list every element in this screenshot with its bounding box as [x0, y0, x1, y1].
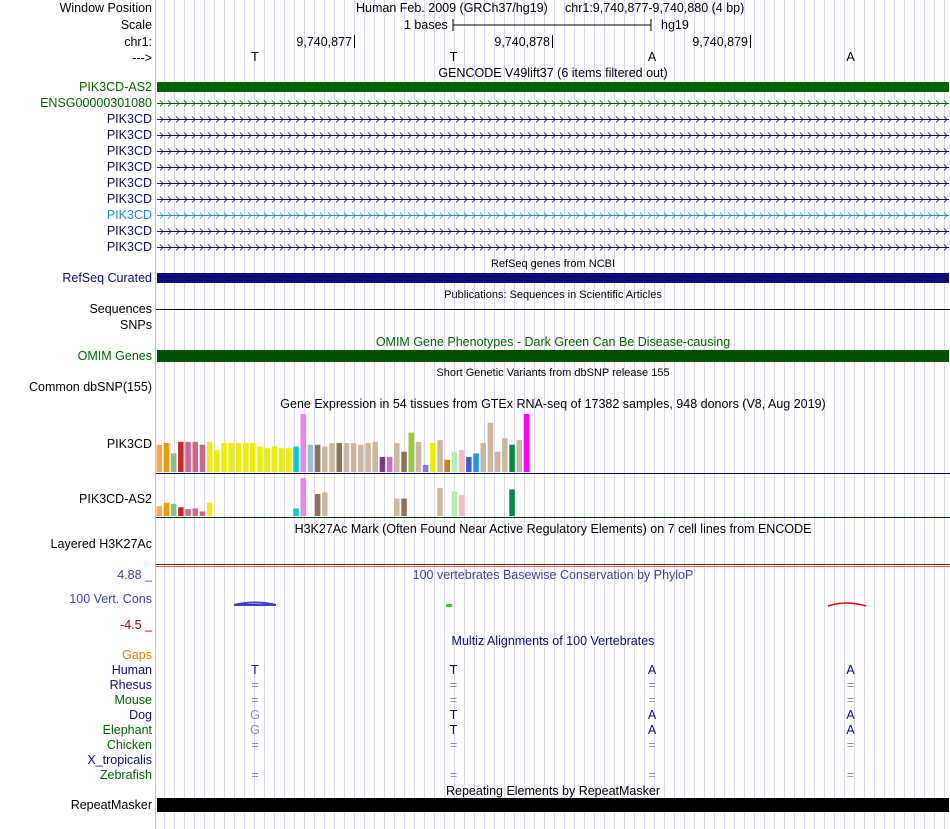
gtex-bar-pik3cd[interactable]: [344, 443, 350, 472]
gtex-bar-pik3cd[interactable]: [473, 453, 479, 472]
gtex-bar-pik3cd[interactable]: [488, 423, 494, 472]
gencode-label[interactable]: PIK3CD: [106, 240, 152, 254]
gencode-feature[interactable]: [157, 149, 949, 155]
coord-label: 9,740,877: [296, 35, 352, 49]
gtex-bar-pik3cd[interactable]: [524, 414, 530, 472]
species-base: A: [846, 708, 855, 722]
gencode-label[interactable]: PIK3CD: [106, 128, 152, 142]
gtex-bar-pik3cd-as2[interactable]: [207, 503, 213, 516]
gtex-bar-pik3cd[interactable]: [517, 440, 523, 472]
species-base: G: [250, 708, 260, 722]
gtex-bar-pik3cd[interactable]: [272, 446, 278, 472]
base-letter: T: [251, 50, 259, 64]
gtex-bar-pik3cd[interactable]: [164, 443, 170, 472]
species-base: =: [449, 678, 458, 692]
gtex-bar-pik3cd[interactable]: [301, 414, 307, 472]
gencode-feature[interactable]: [157, 245, 949, 251]
gtex-bar-pik3cd-as2[interactable]: [293, 508, 299, 516]
base-letter: T: [449, 50, 458, 64]
gtex-bar-pik3cd[interactable]: [157, 445, 163, 472]
gencode-feature[interactable]: [157, 133, 949, 139]
label-phylop-max: 4.88 _: [117, 568, 152, 582]
position-text: chr1:9,740,877-9,740,880 (4 bp): [565, 1, 745, 15]
gencode-feature[interactable]: [157, 165, 949, 171]
label-h3k27ac[interactable]: Layered H3K27Ac: [50, 537, 152, 551]
gtex-bar-pik3cd-as2[interactable]: [185, 509, 191, 516]
gencode-feature[interactable]: [157, 229, 949, 235]
species-label[interactable]: Mouse: [114, 693, 152, 707]
gtex-bar-pik3cd-as2[interactable]: [157, 506, 163, 516]
gtex-bar-pik3cd-as2[interactable]: [452, 491, 458, 516]
gtex-bar-pik3cd[interactable]: [409, 433, 415, 472]
species-base: T: [449, 708, 458, 722]
gencode-label[interactable]: PIK3CD: [106, 224, 152, 238]
gtex-bar-pik3cd[interactable]: [315, 445, 321, 472]
scale-text: 1 bases: [404, 18, 448, 32]
species-base: G: [250, 723, 260, 737]
gtex-bar-pik3cd[interactable]: [373, 442, 379, 472]
gencode-feature[interactable]: [157, 82, 949, 92]
gtex-bar-pik3cd[interactable]: [293, 446, 299, 472]
species-label[interactable]: X_tropicalis: [87, 753, 152, 767]
gencode-label[interactable]: PIK3CD: [106, 144, 152, 158]
base-letter: A: [647, 50, 657, 64]
gtex-bar-pik3cd-as2[interactable]: [171, 504, 177, 516]
label-phylop-min: -4.5 _: [120, 618, 152, 632]
species-base: =: [648, 768, 656, 782]
gtex-bar-pik3cd[interactable]: [250, 443, 256, 472]
gencode-label[interactable]: ENSG00000301080: [40, 96, 152, 110]
label-gtex-pik3cd-as2[interactable]: PIK3CD-AS2: [79, 492, 152, 506]
gtex-bar-pik3cd-as2[interactable]: [178, 507, 184, 516]
gencode-feature[interactable]: [157, 101, 949, 107]
gtex-bar-pik3cd[interactable]: [365, 443, 371, 472]
gtex-bar-pik3cd[interactable]: [243, 443, 249, 472]
label-window-position: Window Position: [59, 1, 152, 15]
gtex-bar-pik3cd[interactable]: [286, 448, 292, 472]
gtex-bar-pik3cd[interactable]: [279, 448, 285, 472]
label-omim[interactable]: OMIM Genes: [77, 349, 152, 363]
pubs-title: Publications: Sequences in Scientific Articles: [444, 289, 662, 301]
omim-title: OMIM Gene Phenotypes - Dark Green Can Be Disease-causing: [375, 335, 731, 349]
gencode-label[interactable]: PIK3CD: [106, 176, 152, 190]
gtex-bar-pik3cd-as2[interactable]: [459, 495, 465, 516]
gtex-bar-pik3cd-as2[interactable]: [322, 492, 328, 516]
phylop-title: 100 vertebrates Basewise Conservation by PhyloP: [412, 568, 694, 582]
gencode-title: GENCODE V49lift37 (6 items filtered out): [438, 66, 668, 80]
species-base: =: [449, 738, 458, 752]
species-base: T: [449, 723, 458, 737]
gtex-bar-pik3cd[interactable]: [394, 443, 400, 472]
gtex-bar-pik3cd-as2[interactable]: [193, 508, 199, 516]
species-base: =: [251, 768, 259, 782]
label-repeatmasker[interactable]: RepeatMasker: [70, 798, 152, 812]
gtex-bar-pik3cd[interactable]: [351, 443, 357, 472]
gencode-feature[interactable]: [157, 213, 949, 219]
coord-label: 9,740,878: [494, 35, 550, 49]
gtex-bar-pik3cd[interactable]: [430, 443, 436, 472]
species-base: =: [648, 693, 656, 707]
gtex-bar-pik3cd[interactable]: [387, 457, 393, 472]
species-base: =: [449, 768, 458, 782]
gtex-bar-pik3cd[interactable]: [416, 442, 422, 472]
gtex-bar-pik3cd[interactable]: [380, 457, 386, 472]
label-refseq[interactable]: RefSeq Curated: [62, 271, 152, 285]
gtex-bar-pik3cd-as2[interactable]: [394, 499, 400, 516]
species-base: A: [846, 723, 855, 737]
gtex-bar-pik3cd-as2[interactable]: [200, 511, 206, 516]
gtex-bar-pik3cd[interactable]: [178, 442, 184, 472]
phylop-peak-2: [446, 604, 452, 607]
gencode-label[interactable]: PIK3CD: [106, 160, 152, 174]
h3k27-title: H3K27Ac Mark (Often Found Near Active Regulatory Elements) on 7 cell lines from ENCODE: [294, 522, 812, 536]
omim-feature[interactable]: [157, 350, 949, 362]
gtex-bar-pik3cd[interactable]: [214, 450, 220, 472]
gtex-bar-pik3cd[interactable]: [502, 438, 508, 472]
gtex-bar-pik3cd-as2[interactable]: [401, 499, 407, 516]
gencode-label[interactable]: PIK3CD: [106, 112, 152, 126]
label-sequences[interactable]: Sequences: [89, 302, 152, 316]
base-letter: A: [846, 50, 855, 64]
species-label[interactable]: Elephant: [102, 723, 152, 737]
species-base: =: [846, 678, 855, 692]
label-chrom: chr1:: [124, 35, 152, 49]
gencode-feature[interactable]: [157, 181, 949, 187]
phylop-peak-3: [828, 603, 866, 606]
gtex-bar-pik3cd[interactable]: [257, 446, 263, 472]
repeatmasker-feature[interactable]: [157, 798, 949, 812]
gtex-bar-pik3cd[interactable]: [193, 442, 199, 472]
species-base: =: [251, 738, 259, 752]
refseq-feature[interactable]: [157, 273, 949, 283]
gtex-bar-pik3cd-as2[interactable]: [437, 488, 443, 516]
gtex-bar-pik3cd[interactable]: [207, 442, 213, 472]
gtex-bar-pik3cd[interactable]: [265, 448, 271, 472]
assembly-text: Human Feb. 2009 (GRCh37/hg19): [356, 1, 548, 15]
gtex-bar-pik3cd[interactable]: [171, 453, 177, 472]
repeat-title: Repeating Elements by RepeatMasker: [445, 784, 660, 798]
gtex-bar-pik3cd[interactable]: [481, 443, 487, 472]
species-base: =: [449, 693, 458, 707]
gtex-bar-pik3cd[interactable]: [437, 440, 443, 472]
label-phylop[interactable]: 100 Vert. Cons: [69, 592, 152, 606]
label-gtex-pik3cd[interactable]: PIK3CD: [106, 437, 152, 451]
species-base: T: [449, 663, 458, 677]
gtex-bar-pik3cd-as2[interactable]: [301, 478, 307, 516]
species-label[interactable]: Dog: [129, 708, 152, 722]
label-scale: Scale: [120, 18, 152, 32]
label-gaps: Gaps: [122, 648, 152, 662]
species-label[interactable]: Zebrafish: [99, 768, 152, 782]
gtex-bar-pik3cd[interactable]: [358, 445, 364, 472]
species-base: =: [846, 738, 855, 752]
species-base: A: [647, 723, 657, 737]
gtex-bar-pik3cd[interactable]: [452, 452, 458, 472]
species-label[interactable]: Rhesus: [109, 678, 152, 692]
gencode-label[interactable]: PIK3CD-AS2: [79, 80, 152, 94]
species-base: =: [648, 678, 656, 692]
species-base: A: [647, 708, 657, 722]
multiz-title: Multiz Alignments of 100 Vertebrates: [451, 634, 655, 648]
gtex-bar-pik3cd[interactable]: [495, 452, 501, 472]
gtex-bar-pik3cd[interactable]: [308, 445, 314, 472]
species-base: A: [647, 663, 657, 677]
gencode-feature[interactable]: [157, 117, 949, 123]
dbsnp-title: Short Genetic Variants from dbSNP release 155: [436, 367, 670, 379]
gtex-bar-pik3cd[interactable]: [229, 443, 235, 472]
gtex-bar-pik3cd[interactable]: [236, 443, 242, 472]
phylop-peak-1: [234, 603, 276, 606]
gencode-label[interactable]: PIK3CD: [106, 192, 152, 206]
gtex-bar-pik3cd[interactable]: [185, 442, 191, 472]
label-strand: --->: [132, 51, 152, 65]
gencode-feature[interactable]: [157, 197, 949, 203]
gtex-bar-pik3cd[interactable]: [466, 457, 472, 472]
coord-label: 9,740,879: [692, 35, 748, 49]
species-base: T: [251, 663, 259, 677]
label-snps[interactable]: SNPs: [120, 318, 152, 332]
gtex-bar-pik3cd[interactable]: [322, 446, 328, 472]
gtex-bar-pik3cd[interactable]: [221, 443, 227, 472]
gtex-title: Gene Expression in 54 tissues from GTEx RNA-seq of 17382 samples, 948 donors (V8, Aug 2019): [280, 397, 826, 411]
species-label[interactable]: Human: [111, 663, 152, 677]
gencode-label[interactable]: PIK3CD: [106, 208, 152, 222]
species-base: =: [251, 693, 259, 707]
label-dbsnp[interactable]: Common dbSNP(155): [29, 380, 152, 394]
gtex-bar-pik3cd[interactable]: [445, 460, 451, 472]
gtex-bar-pik3cd[interactable]: [337, 443, 343, 472]
refseq-title: RefSeq genes from NCBI: [490, 258, 616, 270]
gtex-bar-pik3cd-as2[interactable]: [509, 489, 515, 516]
species-base: =: [648, 738, 656, 752]
gtex-bar-pik3cd-as2[interactable]: [315, 494, 321, 516]
gtex-bar-pik3cd[interactable]: [459, 450, 465, 472]
gtex-bar-pik3cd[interactable]: [423, 465, 429, 472]
gtex-bar-pik3cd[interactable]: [329, 443, 335, 472]
species-label[interactable]: Chicken: [106, 738, 152, 752]
gtex-bar-pik3cd-as2[interactable]: [164, 503, 170, 516]
species-base: A: [846, 663, 855, 677]
species-base: =: [846, 693, 855, 707]
gtex-bar-pik3cd[interactable]: [200, 445, 206, 472]
species-base: =: [251, 678, 259, 692]
track-graphics[interactable]: [156, 0, 950, 829]
gtex-bar-pik3cd[interactable]: [401, 452, 407, 472]
species-base: =: [846, 768, 855, 782]
scale-db: hg19: [661, 18, 689, 32]
gtex-bar-pik3cd[interactable]: [509, 445, 515, 472]
